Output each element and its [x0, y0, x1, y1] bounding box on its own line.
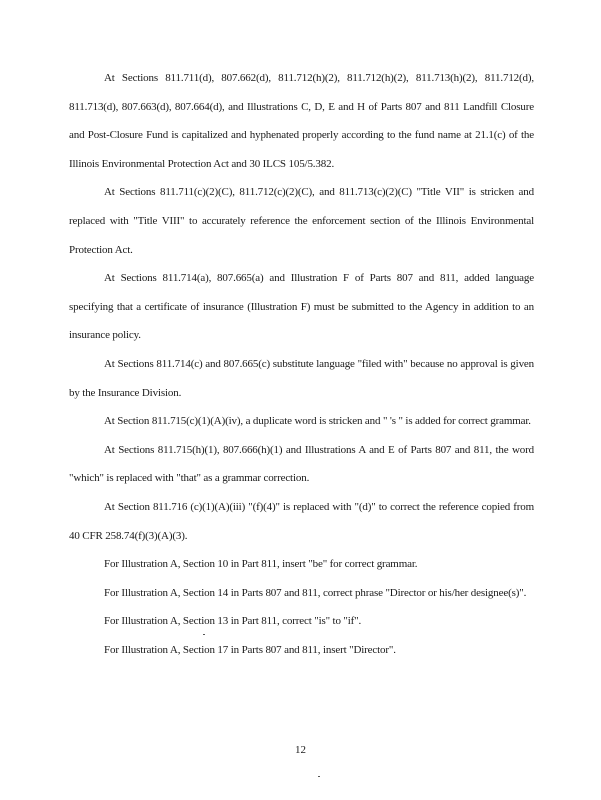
document-body: [69, 64, 534, 664]
paragraph-11: For Illustration A, Section 17 in Parts 807 and 811, insert "Director".: [104, 643, 396, 656]
page-number: 12: [295, 744, 306, 756]
paragraph-4: At Sections 811.714(c) and 807.665(c) substitute language "filed with" because no approval is given by the Insurance Division.: [69, 357, 534, 399]
scan-speck: [203, 634, 205, 635]
paragraph-9: For Illustration A, Section 14 in Parts 807 and 811, correct phrase "Director or his/her designee(s)".: [104, 586, 527, 599]
paragraph-7: At Section 811.716 (c)(1)(A)(iii) "(f)(4)" is replaced with "(d)" to correct the reference copied from 40 CFR 258.74(f)(3)(A)(3).: [69, 500, 534, 542]
paragraph-3: At Sections 811.714(a), 807.665(a) and Illustration F of Parts 807 and 811, added language specifying that a certificate of insurance (Illustration F) must be submitted to the Agency in addition to an insurance policy.: [69, 272, 534, 342]
paragraph-10: For Illustration A, Section 13 in Part 811, correct "is" to "if".: [104, 615, 362, 628]
paragraph-1: At Sections 811.711(d), 807.662(d), 811.712(h)(2), 811.712(h)(2), 811.713(h)(2), 811.712(d), 811.713(d), 807.663(d), 807.664(d), and Illustrations C, D, E and H of Parts 807 and 811 Landfill Closure and Post-Closure Fund is capitalized and hyphenated properly according to the fund name at 21.1(c) of the Illinois Environmental Protection Act and 30 ILCS 105/5.382.: [69, 72, 534, 170]
scan-speck: [318, 776, 320, 777]
paragraph-6: At Sections 811.715(h)(1), 807.666(h)(1) and Illustrations A and E of Parts 807 and 811, the word "which" is replaced with "that" as a grammar correction.: [69, 443, 534, 485]
paragraph-5: At Section 811.715(c)(1)(A)(iv), a duplicate word is stricken and " 's " is added for correct grammar.: [104, 415, 531, 428]
paragraph-2: At Sections 811.711(c)(2)(C), 811.712(c)(2)(C), and 811.713(c)(2)(C) "Title VII" is stricken and replaced with "Title VIII" to accurately reference the enforcement section of the Illinois Environmental Protection Act.: [69, 186, 534, 256]
paragraph-8: For Illustration A, Section 10 in Part 811, insert "be" for correct grammar.: [104, 558, 418, 571]
